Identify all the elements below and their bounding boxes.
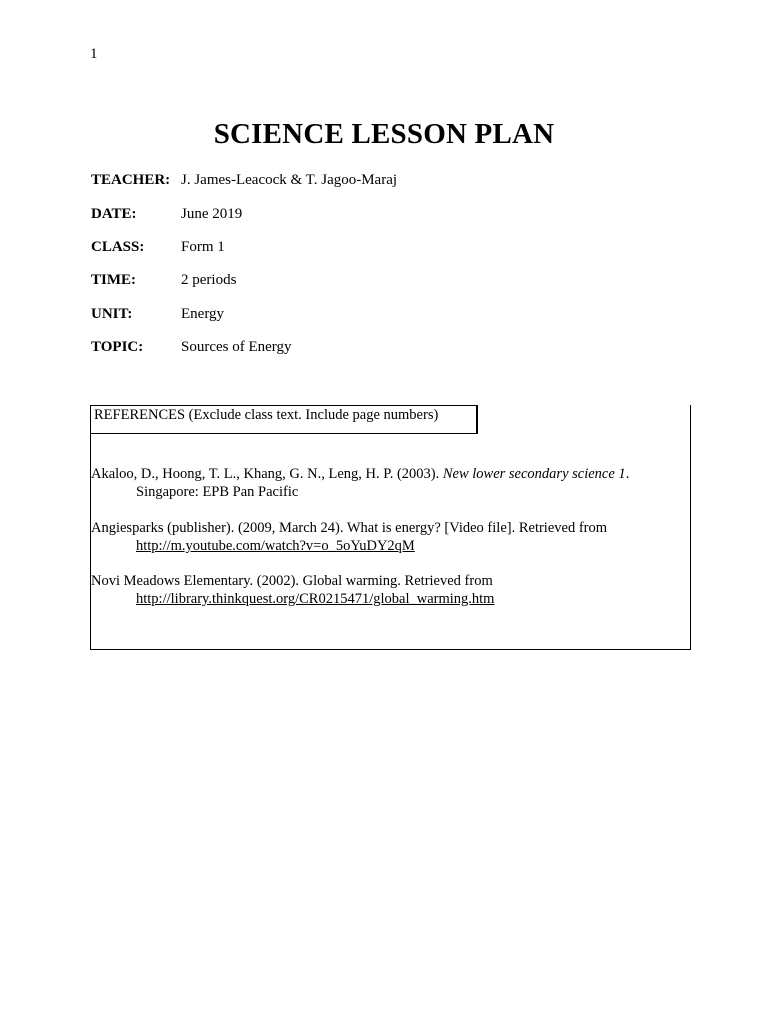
field-label: TIME: (91, 272, 136, 288)
references-header: REFERENCES (Exclude class text. Include page numbers) (90, 405, 478, 434)
field-label: CLASS: (91, 239, 145, 255)
page-title: SCIENCE LESSON PLAN (213, 118, 555, 150)
reference-item (91, 572, 494, 608)
field-label: TEACHER: (91, 172, 171, 188)
field-value: Form 1 (181, 239, 225, 255)
field-value: Sources of Energy (181, 339, 292, 355)
reference-item (91, 519, 607, 555)
reference-link[interactable]: http://library.thinkquest.org/CR0215471/global_warming.htm (136, 591, 495, 607)
field-label: TOPIC: (91, 339, 144, 355)
field-value: June 2019 (181, 206, 243, 222)
field-label: UNIT: (91, 306, 133, 322)
field-value: 2 periods (181, 272, 237, 288)
reference-publisher: Singapore: EPB Pan Pacific (136, 484, 299, 500)
reference-book-title: New lower secondary science 1 (442, 466, 626, 482)
reference-item (91, 465, 629, 501)
field-label: DATE: (91, 206, 137, 222)
page-number: 1 (90, 46, 98, 62)
field-value: J. James-Leacock & T. Jagoo-Maraj (181, 172, 398, 188)
reference-text: Akaloo, D., Hoong, T. L., Khang, G. N., Leng, H. P. (2003). (91, 466, 443, 482)
reference-link[interactable]: http://m.youtube.com/watch?v=o_5oYuDY2qM (136, 538, 415, 554)
reference-text: Novi Meadows Elementary. (2002). Global warming. Retrieved from (91, 573, 493, 589)
reference-text-end: . (625, 466, 630, 482)
field-value: Energy (181, 306, 225, 322)
reference-text: Angiesparks (publisher). (2009, March 24). What is energy? [Video file]. Retrieved from (91, 520, 608, 536)
